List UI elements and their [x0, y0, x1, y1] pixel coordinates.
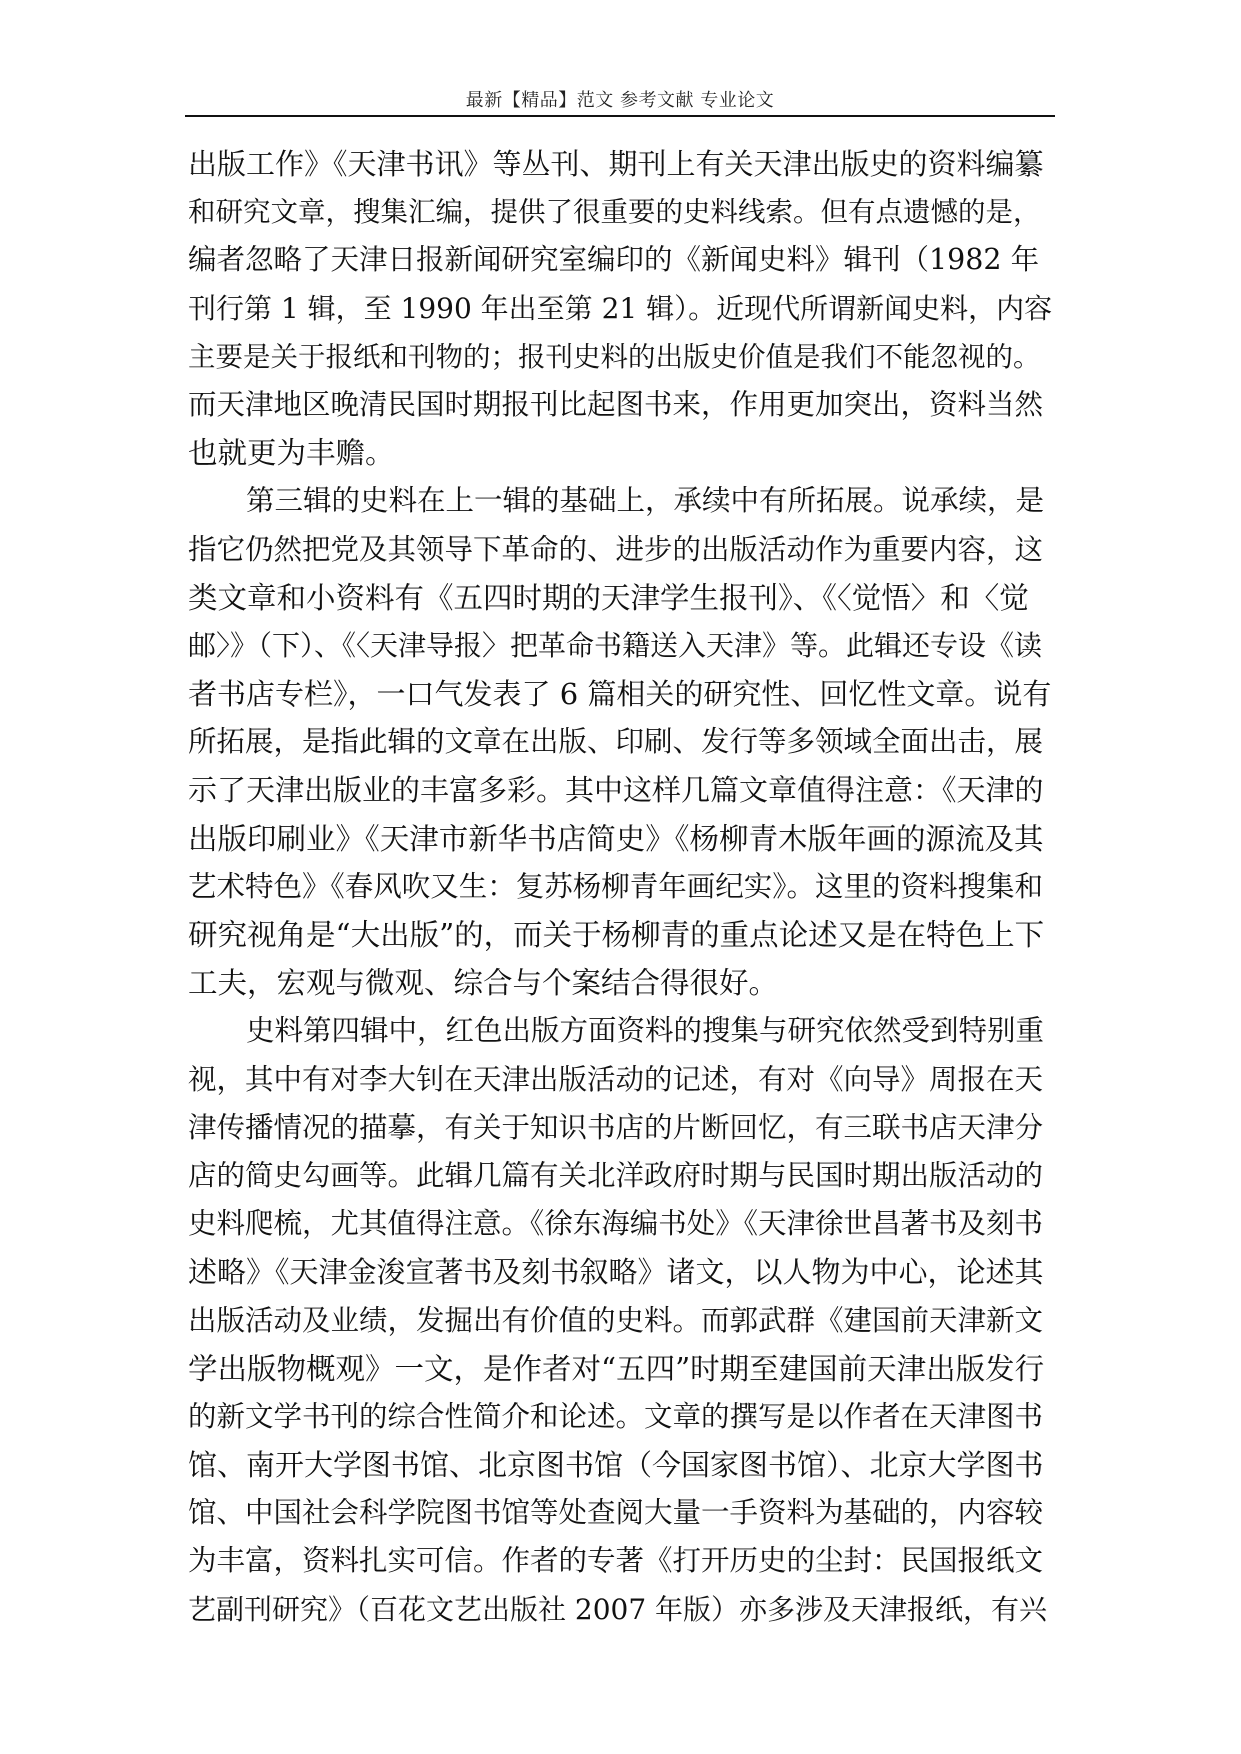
text-line: 店的简史勾画等。此辑几篇有关北洋政府时期与民国时期出版活动的	[188, 1158, 1044, 1192]
text-line: 和研究文章，搜集汇编，提供了很重要的史料线索。但有点遗憾的是，	[188, 196, 1041, 229]
text-line: 所拓展，是指此辑的文章在出版、印刷、发行等多领域全面出击，展	[188, 725, 1044, 759]
text-line: 视，其中有对李大钊在天津出版活动的记述，有对《向导》周报在天	[188, 1062, 1044, 1096]
text-line: 研究视角是“大出版”的，而关于杨柳青的重点论述又是在特色上下	[188, 918, 1045, 952]
text-line: 而天津地区晚清民国时期报刊比起图书来，作用更加突出，资料当然	[188, 387, 1044, 421]
text-line: 出版印刷业》《天津市新华书店简史》《杨柳青木版年画的源流及其	[188, 821, 1044, 856]
text-line: 艺术特色》《春风吹又生：复苏杨柳青年画纪实》。这里的资料搜集和	[188, 869, 1044, 903]
text-line: 工夫，宏观与微观、综合与个案结合得很好。	[188, 966, 779, 1001]
text-line: 艺副刊研究》（百花文艺出版社 2007 年版）亦多涉及天津报纸，有兴	[188, 1592, 1048, 1626]
text-line: 也就更为丰赡。	[188, 436, 395, 471]
text-line: 示了天津出版业的丰富多彩。其中这样几篇文章值得注意：《天津的	[188, 773, 1044, 808]
text-line: 第三辑的史料在上一辑的基础上，承续中有所拓展。说承续，是	[246, 484, 1045, 518]
text-line: 馆、南开大学图书馆、北京图书馆（今国家图书馆）、北京大学图书	[188, 1448, 1044, 1483]
text-line: 者书店专栏》，一口气发表了 6 篇相关的研究性、回忆性文章。说有	[188, 677, 1052, 712]
text-line: 主要是关于报纸和刊物的；报刊史料的出版史价值是我们不能忽视的。	[188, 340, 1041, 373]
text-line: 类文章和小资料有《五四时期的天津学生报刊》、《〈觉悟〉和〈觉	[188, 580, 1029, 615]
text-line: 津传播情况的描摹，有关于知识书店的片断回忆，有三联书店天津分	[188, 1110, 1044, 1144]
text-line: 为丰富，资料扎实可信。作者的专著《打开历史的尘封：民国报纸文	[188, 1544, 1044, 1578]
text-line: 馆、中国社会科学院图书馆等处查阅大量一手资料为基础的，内容较	[188, 1496, 1044, 1530]
text-line: 学出版物概观》一文，是作者对“五四”时期至建国前天津出版发行	[188, 1351, 1045, 1386]
text-line: 指它仍然把党及其领导下革命的、进步的出版活动作为重要内容，这	[188, 532, 1044, 566]
header-divider	[185, 115, 1055, 117]
page-header: 最新【精品】范文 参考文献 专业论文	[465, 90, 775, 111]
text-line: 史料第四辑中，红色出版方面资料的搜集与研究依然受到特别重	[246, 1014, 1045, 1048]
body-text	[188, 140, 1053, 1626]
text-line: 刊行第 1 辑，至 1990 年出至第 21 辑）。近现代所谓新闻史料，内容	[188, 291, 1053, 325]
text-line: 编者忽略了天津日报新闻研究室编印的《新闻史料》辑刊（1982 年	[188, 243, 1040, 277]
text-line: 出版工作》《天津书讯》等丛刊、期刊上有关天津出版史的资料编纂	[188, 147, 1044, 181]
text-line: 出版活动及业绩，发掘出有价值的史料。而郭武群《建国前天津新文	[188, 1303, 1044, 1337]
text-line: 史料爬梳，尤其值得注意。《徐东海编书处》《天津徐世昌著书及刻书	[188, 1207, 1044, 1241]
text-line: 述略》《天津金浚宣著书及刻书叙略》诸文，以人物为中心，论述其	[188, 1255, 1044, 1290]
text-line: 的新文学书刊的综合性简介和论述。文章的撰写是以作者在天津图书	[188, 1399, 1044, 1433]
text-line: 邮〉》（下）、《〈天津导报〉把革命书籍送入天津》等。此辑还专设《读	[188, 628, 1043, 662]
